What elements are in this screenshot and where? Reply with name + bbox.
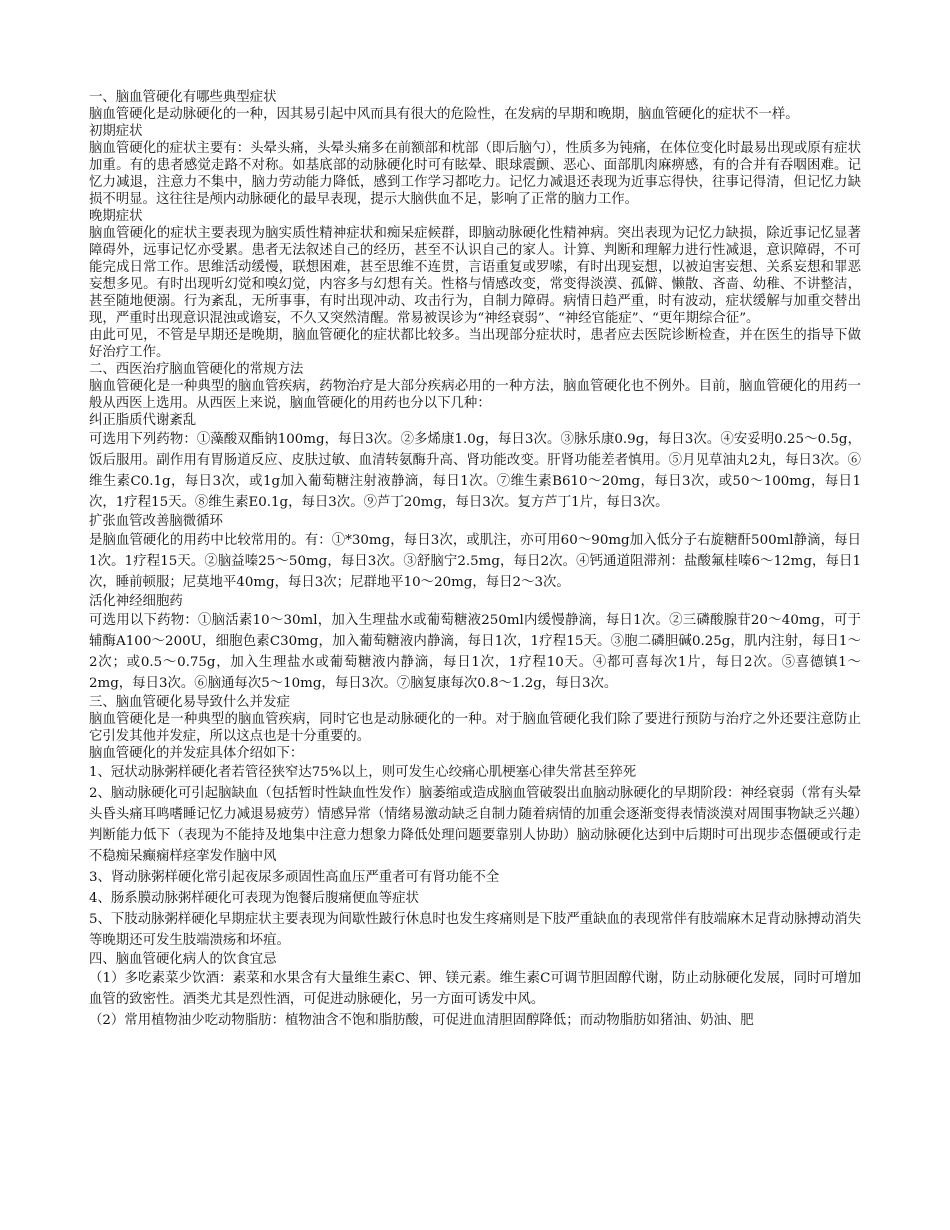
paragraph: 脑血管硬化是一种典型的脑血管疾病，药物治疗是大部分疾病必用的一种方法，脑血管硬化也不例外。目前，脑血管硬化的用药一般从西医上选用。从西医上来说，脑血管硬化的用药也分以下几种： [89,379,861,411]
paragraph: 脑血管硬化是一种典型的脑血管疾病，同时它也是动脉硬化的一种。对于脑血管硬化我们除了要进行预防与治疗之外还要注意防止它引发其他并发症，所以这点也是十分重要的。 [89,712,861,744]
subsection-heading: 晚期症状 [89,209,143,224]
paragraph: 脑血管硬化的症状主要表现为脑实质性精神症状和痴呆症候群，即脑动脉硬化性精神病。突出表现为记忆力缺损，除近事记忆显著障碍外，远事记忆亦受累。患者无法叙述自己的经历，甚至不认识自己的家人。计算、判断和理解力进行性减退，意识障碍，不可能完成日常工作。思维活动缓慢，联想困难，甚至思维不连贯，言语重复或罗嗦，有时出现妄想，以被迫害妄想、关系妄想和罪恶妄想多见。有时出现听幻觉和嗅幻觉，内容多与幻想有关。性格与情感改变，常变得淡漠、孤僻、懒散、吝啬、幼稚、不讲整洁，甚至随地便溺。行为紊乱，无所事事，有时出现冲动、攻击行为，自制力障碍。病情日趋严重，时有波动，症状缓解与加重交替出现，严重时出现意识混浊或谵妄，不久又突然清醒。常易被误诊为“神经衰弱”、“神经官能症”、“更年期综合征”。 [89,226,861,326]
list-item: 4、肠系膜动脉粥样硬化可表现为饱餐后腹痛便血等症状 [89,891,419,906]
list-item: 5、下肢动脉粥样硬化早期症状主要表现为间歇性跛行休息时也发生疼痛则是下肢严重缺血的表现常伴有肢端麻木足背动脉搏动消失等晚期还可发生肢端溃疡和坏疽。 [89,912,861,948]
list-item: 1、冠状动脉粥样硬化者若管径狭窄达75%以上，则可发生心绞痛心肌梗塞心律失常甚至猝死 [89,765,637,780]
section-heading: 二、西医治疗脑血管硬化的常规方法 [89,362,304,377]
drug-list-paragraph: 是脑血管硬化的用药中比较常用的。有：①*30mg，每日3次，或肌注，亦可用60～90mg加入低分子右旋糖酐500ml静滴，每日1次。1疗程15天。②脑益嗪25～50mg，每日3次。③舒脑宁2.5mg，每日2次。④钙通道阻滞剂：盐酸氟桂嗪6～12mg，每日1次，睡前顿服；尼莫地平40mg，每日3次；尼群地平10～20mg，每日2～3次。 [89,533,861,590]
section-heading: 一、脑血管硬化有哪些典型症状 [89,90,277,105]
subsection-heading: 纠正脂质代谢紊乱 [89,413,197,428]
paragraph: 脑血管硬化是动脉硬化的一种，因其易引起中风而具有很大的危险性，在发病的早期和晚期，脑血管硬化的症状不一样。 [89,107,799,122]
drug-list-paragraph: 可选用下列药物：①藻酸双酯钠100mg，每日3次。②多烯康1.0g，每日3次。③脉乐康0.9g，每日3次。④安妥明0.25～0.5g，饭后服用。副作用有胃肠道反应、皮肤过敏、血清转氨酶升高、肾功能改变。肝肾功能差者慎用。⑤月见草油丸2丸，每日3次。⑥维生素C0.1g，每日3次，或1g加入葡萄糖注射液静滴，每日1次。⑦维生素B610～20mg，每日3次，或50～100mg，每日1次，1疗程15天。⑧维生素E0.1g，每日3次。⑨芦丁20mg，每日3次。复方芦丁1片，每日3次。 [89,432,861,510]
paragraph: 脑血管硬化的症状主要有：头晕头痛，头晕头痛多在前额部和枕部（即后脑勺），性质多为钝痛，在体位变化时最易出现或原有症状加重。有的患者感觉走路不对称。如基底部的动脉硬化时可有眩晕、眼球震颤、恶心、面部肌肉麻痹感，有的合并有吞咽困难。记忆力减退，注意力不集中，脑力劳动能力降低，感到工作学习都吃力。记忆力减退还表现为近事忘得快，往事记得清，但记忆力缺损不明显。这往往是颅内动脉硬化的最早表现，提示大脑供血不足，影响了正常的脑力工作。 [89,141,861,207]
list-item: 2、脑动脉硬化可引起脑缺血（包括暂时性缺血性发作）脑萎缩或造成脑血管破裂出血脑动脉硬化的早期阶段：神经衰弱（常有头晕头昏头痛耳鸣嗜睡记忆力减退易疲劳）情感异常（情绪易激动缺乏自制力随着病情的加重会逐渐变得表情淡漠对周围事物缺乏兴趣）判断能力低下（表现为不能持及地集中注意力想象力降低处理问题要靠别人协助）脑动脉硬化达到中后期时可出现步态僵硬或行走不稳痴呆癫痫样痉挛发作脑中风 [89,786,861,864]
paragraph: 由此可见，不管是早期还是晚期，脑血管硬化的症状都比较多。当出现部分症状时，患者应去医院诊断检查，并在医生的指导下做好治疗工作。 [89,328,861,360]
document-page [89,89,861,1031]
list-item: 3、肾动脉粥样硬化常引起夜尿多顽固性高血压严重者可有肾功能不全 [89,870,500,885]
section-heading: 三、脑血管硬化易导致什么并发症 [89,695,290,710]
list-item: （2）常用植物油少吃动物脂肪：植物油含不饱和脂肪酸，可促进血清胆固醇降低；而动物脂肪如猪油、奶油、肥 [89,1013,754,1028]
list-item: （1）多吃素菜少饮酒：素菜和水果含有大量维生素C、钾、镁元素。维生素C可调节胆固醇代谢，防止动脉硬化发展，同时可增加血管的致密性。酒类尤其是烈性酒，可促进动脉硬化，另一方面可诱发中风。 [89,971,861,1007]
subsection-heading: 初期症状 [89,124,143,139]
drug-list-paragraph: 可选用以下药物：①脑活素10～30ml，加入生理盐水或葡萄糖液250ml内缓慢静滴，每日1次。②三磷酸腺苷20～40mg，可于辅酶A100～200U，细胞色素C30mg，加入葡萄糖液内静滴，每日1次，1疗程15天。③胞二磷胆碱0.25g，肌内注射，每日1～2次；或0.5～0.75g，加入生理盐水或葡萄糖液内静滴，每日1次，1疗程10天。④都可喜每次1片，每日2次。⑤喜德镇1～2mg，每日3次。⑥脑通每次5～10mg，每日3次。⑦脑复康每次0.8～1.2g，每日3次。 [89,613,861,691]
paragraph: 脑血管硬化的并发症具体介绍如下： [89,746,304,761]
subsection-heading: 扩张血管改善脑微循环 [89,514,223,529]
section-heading: 四、脑血管硬化病人的饮食宜忌 [89,952,277,967]
subsection-heading: 活化神经细胞药 [89,594,183,609]
